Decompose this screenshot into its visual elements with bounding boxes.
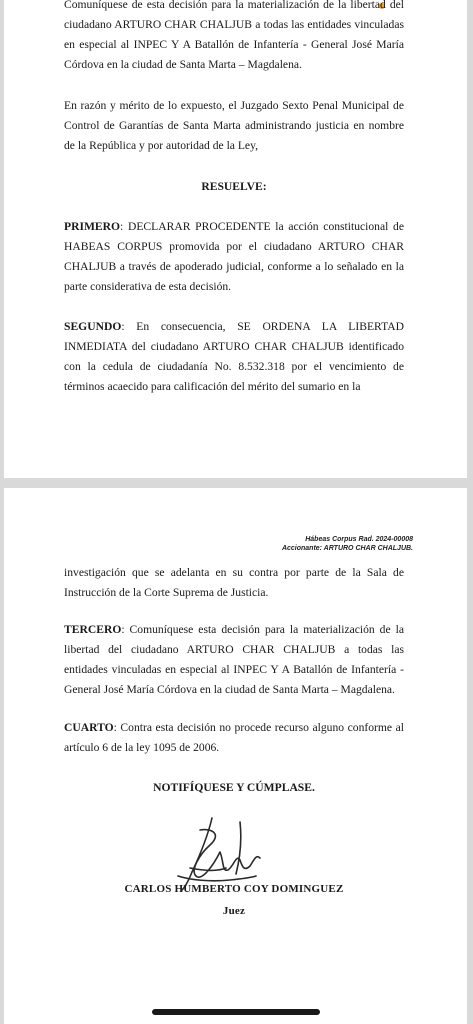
home-indicator[interactable] xyxy=(152,1009,320,1015)
para-primero xyxy=(64,217,404,297)
segundo-label: SEGUNDO xyxy=(64,320,122,333)
para-segundo xyxy=(64,317,404,397)
tercero-label: TERCERO xyxy=(64,623,122,636)
primero-label: PRIMERO xyxy=(64,220,121,233)
para-tercero xyxy=(64,620,404,700)
notifiquese-heading: NOTIFÍQUESE Y CÚMPLASE. xyxy=(153,781,315,794)
case-header-rad: Hábeas Corpus Rad. 2024-00008 xyxy=(305,536,413,543)
cuarto-label: CUARTO xyxy=(64,721,114,734)
cuarto-text: : Contra esta decisión no procede recurso alguno conforme al artículo 6 de la ley 1095 de 2006. xyxy=(64,721,404,754)
resuelve-heading: RESUELVE: xyxy=(201,180,267,193)
para-investigacion: investigación que se adelanta en su contra por parte de la Sala de Instrucción de la Corte Suprema de Justicia. xyxy=(64,566,404,599)
case-header-accionante: Accionante: ARTURO CHAR CHALJUB. xyxy=(281,545,413,552)
para-communique: Comuníquese de esta decisión para la materialización de la libertad del ciudadano ARTURO CHAR CHALJUB a todas las entidades vinculadas en especial al INPEC Y A Batallón de Infantería - General José María Córdova en la ciudad de Santa Marta – Magdalena. xyxy=(64,0,404,71)
segundo-text: : En consecuencia, SE ORDENA LA LIBERTAD INMEDIATA del ciudadano ARTURO CHAR CHALJUB identificado con la cedula de ciudadanía No. 8.532.318 por el vencimiento de términos acaecido para calificación del mérito del sumario en la xyxy=(64,320,404,393)
para-cuarto xyxy=(64,718,404,758)
para-razon: En razón y mérito de lo expuesto, el Juzgado Sexto Penal Municipal de Control de Garantías de Santa Marta administrando justicia en nombre de la República y por autoridad de la Ley, xyxy=(64,99,404,152)
tercero-text: : Comuníquese esta decisión para la materialización de la libertad del ciudadano ARTURO CHAR CHALJUB a todas las entidades vinculadas en especial al INPEC Y A Batallón de Infantería - General José María Córdova en la ciudad de Santa Marta – Magdalena. xyxy=(64,623,404,696)
signer-title: Juez xyxy=(222,905,246,917)
primero-text: : DECLARAR PROCEDENTE la acción constitucional de HABEAS CORPUS promovida por el ciudadano ARTURO CHAR CHALJUB a través de apoderado judicial, conforme a lo señalado en la parte considerativa de esta decisión. xyxy=(64,220,404,293)
signer-name: CARLOS HUMBERTO COY DOMINGUEZ xyxy=(124,883,344,895)
